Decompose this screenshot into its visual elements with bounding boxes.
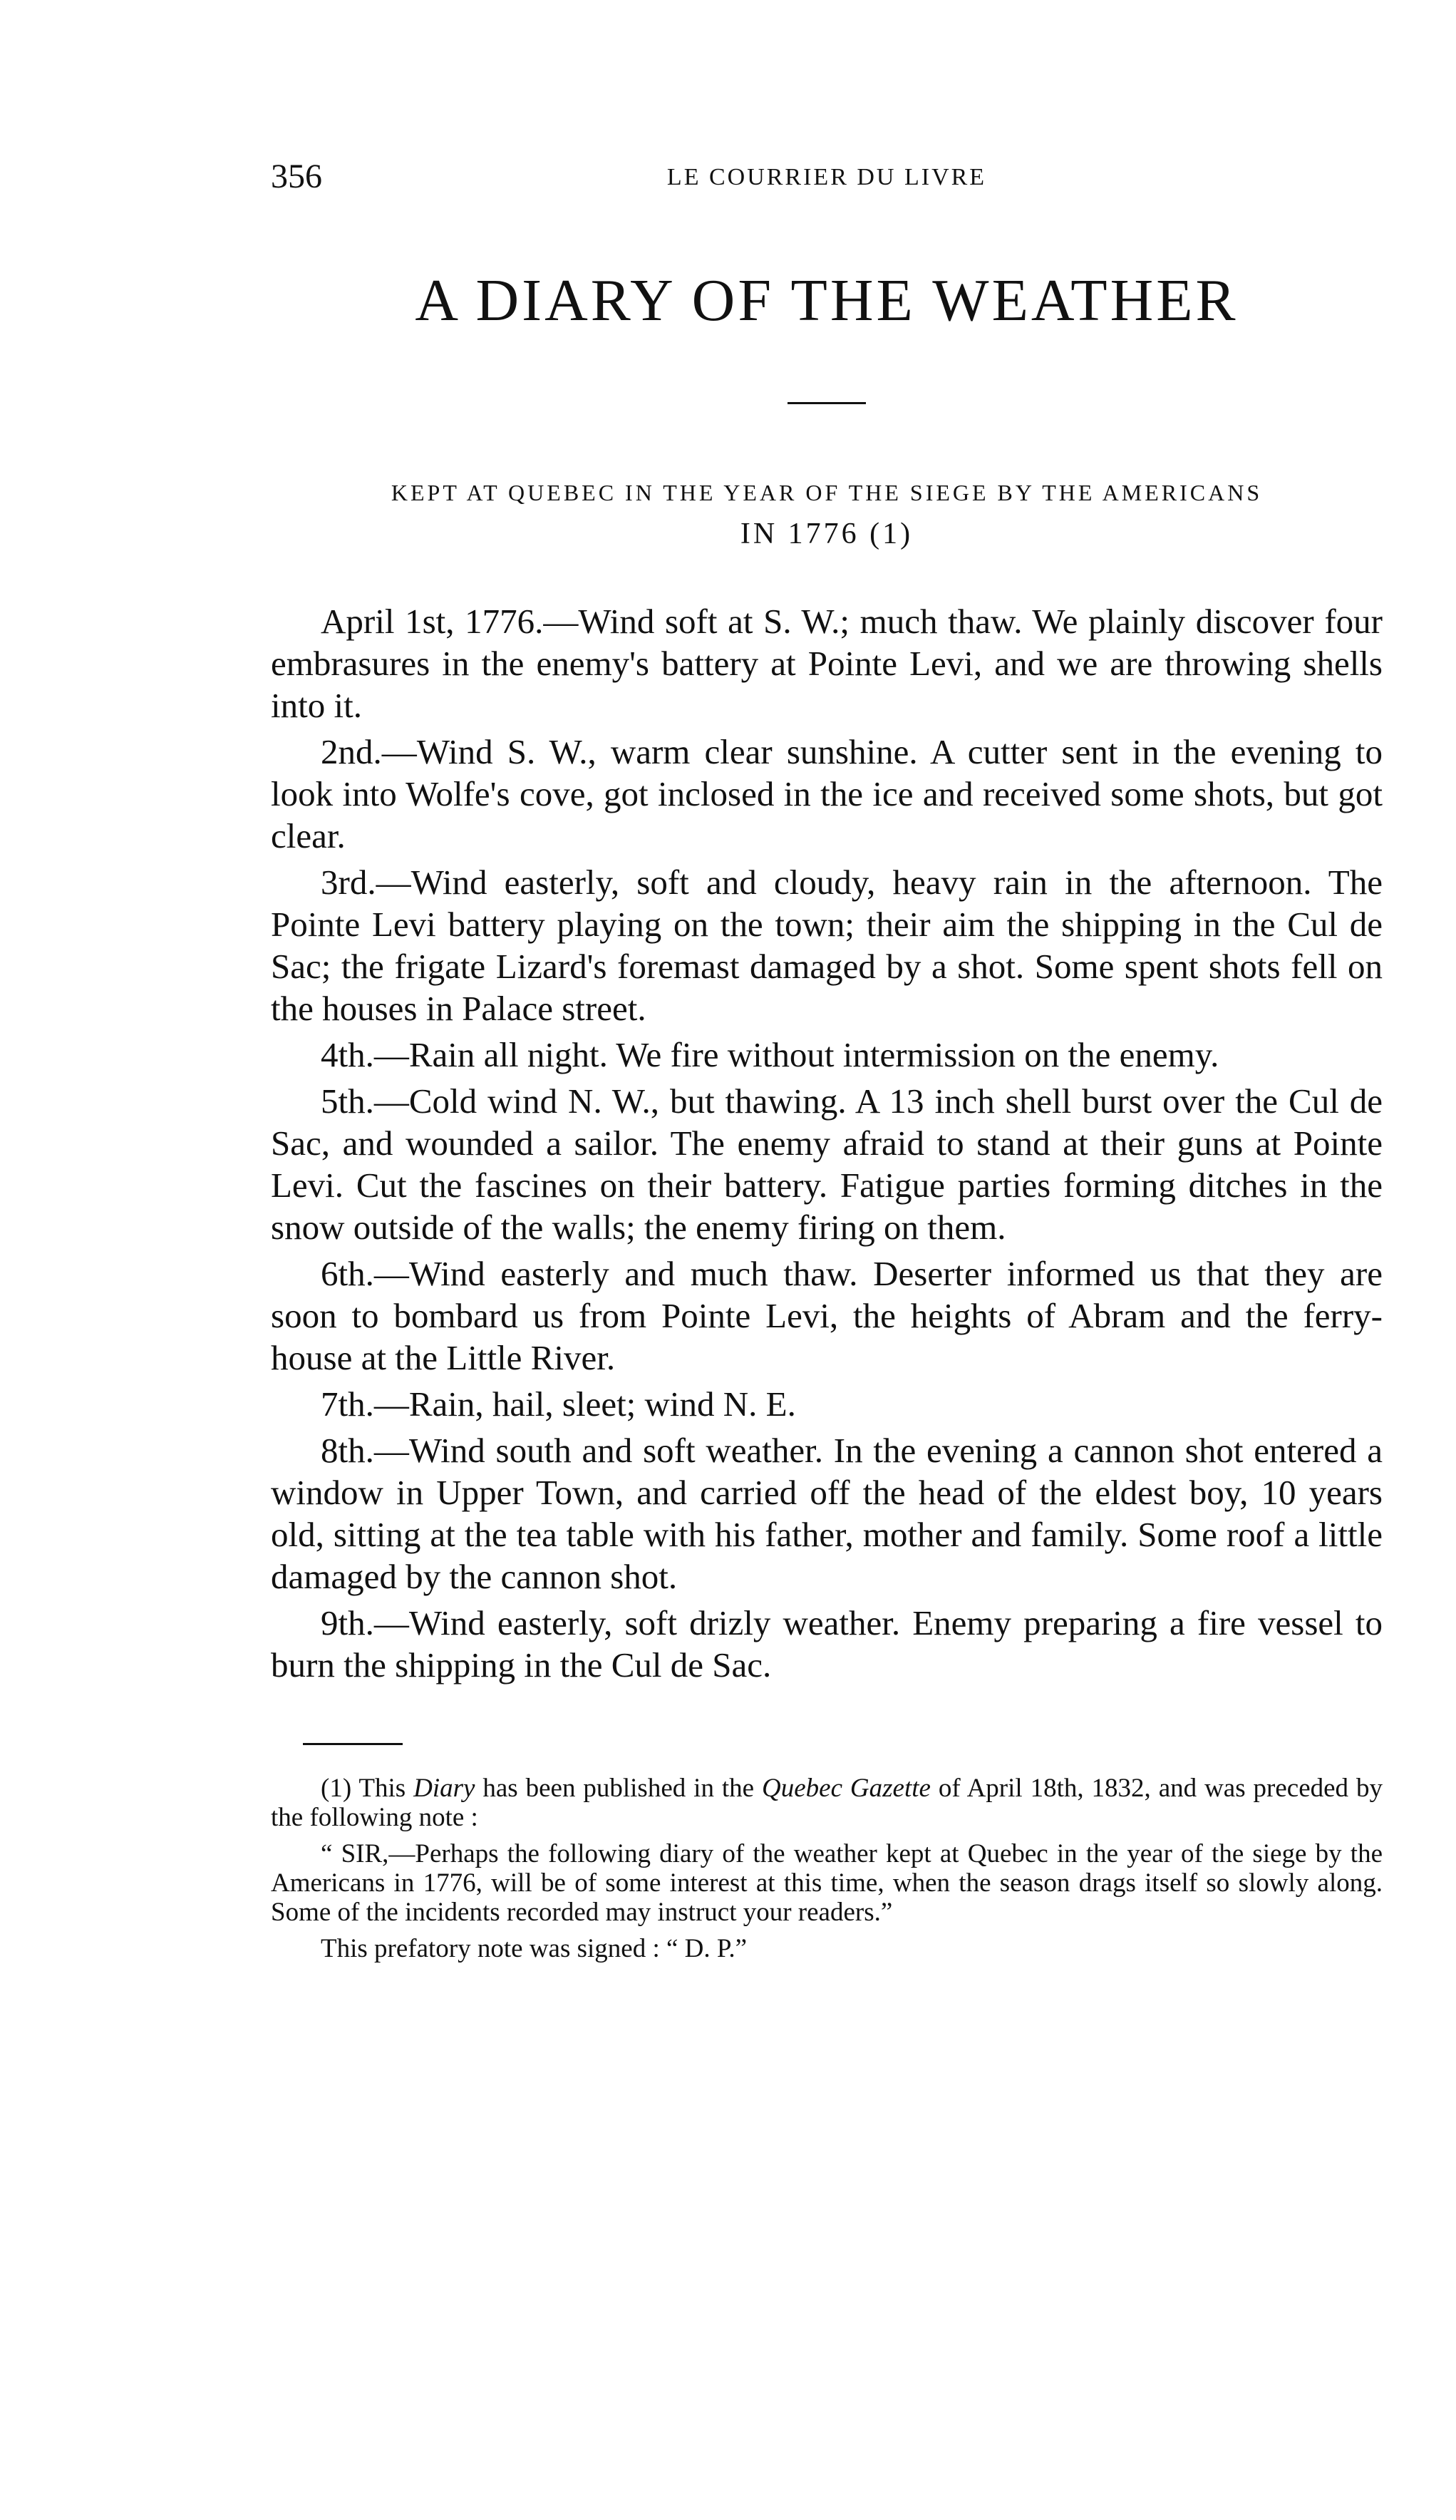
footnotes bbox=[271, 1774, 1383, 1963]
subtitle-line-2: IN 1776 (1) bbox=[740, 517, 914, 550]
subtitle-line-1: KEPT AT QUEBEC IN THE YEAR OF THE SIEGE BY THE AMERICANS bbox=[391, 480, 1263, 505]
page-title: A DIARY OF THE WEATHER bbox=[415, 267, 1239, 334]
footnote-diary-italic: Diary bbox=[413, 1773, 475, 1803]
diary-entries bbox=[271, 600, 1383, 1686]
diary-entry: 7th.—Rain, hail, sleet; wind N. E. bbox=[321, 1384, 796, 1424]
running-head bbox=[271, 157, 1383, 207]
diary-entry: 4th.—Rain all night. We fire without intermission on the enemy. bbox=[321, 1034, 1219, 1074]
diary-entry: 2nd.—Wind S. W., warm clear sunshine. A cutter sent in the evening to look into Wolfe's cove, got inclosed in the ice and received some shots, but got clear. bbox=[271, 731, 1383, 855]
running-title: LE COURRIER DU LIVRE bbox=[666, 164, 987, 190]
footnote-text: (1) This bbox=[321, 1773, 414, 1803]
diary-entry: 6th.—Wind easterly and much thaw. Deserter informed us that they are soon to bombard us from Pointe Levi, the heights of Abram and the ferry-house at the Little River. bbox=[271, 1253, 1383, 1377]
footnote-quoted-note: “ SIR,—Perhaps the following diary of the weather kept at Quebec in the year of the siege by the Americans in 1776, will be of some interest at this time, when the season drags itself so slowly along. Some of the incidents recorded may instruct your readers.” bbox=[271, 1838, 1383, 1927]
diary-entry: 9th.—Wind easterly, soft drizly weather. Enemy preparing a fire vessel to burn the shipping in the Cul de Sac. bbox=[271, 1603, 1383, 1685]
footnote-newspaper-italic: Quebec Gazette bbox=[762, 1773, 931, 1803]
diary-entry: April 1st, 1776.—Wind soft at S. W.; much thaw. We plainly discover four embrasures in the enemy's battery at Pointe Levi, and we are throwing shells into it. bbox=[271, 601, 1383, 725]
diary-entry: 8th.—Wind south and soft weather. In the evening a cannon shot entered a window in Upper Town, and carried off the head of the eldest boy, 10 years old, sitting at the tea table with his father, mother and family. Some roof a little damaged by the cannon shot. bbox=[271, 1430, 1383, 1596]
diary-entry: 3rd.—Wind easterly, soft and cloudy, heavy rain in the afternoon. The Pointe Levi battery playing on the town; their aim the shipping in the Cul de Sac; the frigate Lizard's foremast damaged by a shot. Some spent shots fell on the houses in Palace street. bbox=[271, 862, 1383, 1028]
diary-entry: 5th.—Cold wind N. W., but thawing. A 13 inch shell burst over the Cul de Sac, and wounded a sailor. The enemy afraid to stand at their guns at Pointe Levi. Cut the fascines on their battery. Fatigue parties forming ditches in the snow outside of the walls; the enemy firing on them. bbox=[271, 1081, 1383, 1247]
footnote-text: of April 18th, 1832, and was preceded by the following note : bbox=[271, 1773, 1383, 1832]
subtitle bbox=[271, 475, 1383, 557]
title-divider bbox=[788, 402, 866, 404]
book-page bbox=[271, 157, 1383, 1970]
footnote-divider bbox=[303, 1743, 403, 1745]
footnote-1 bbox=[271, 1774, 1383, 1832]
page-number: 356 bbox=[271, 158, 322, 195]
footnote-signature-note: This prefatory note was signed : “ D. P.” bbox=[321, 1933, 748, 1963]
footnote-text: has been published in the bbox=[475, 1773, 763, 1803]
